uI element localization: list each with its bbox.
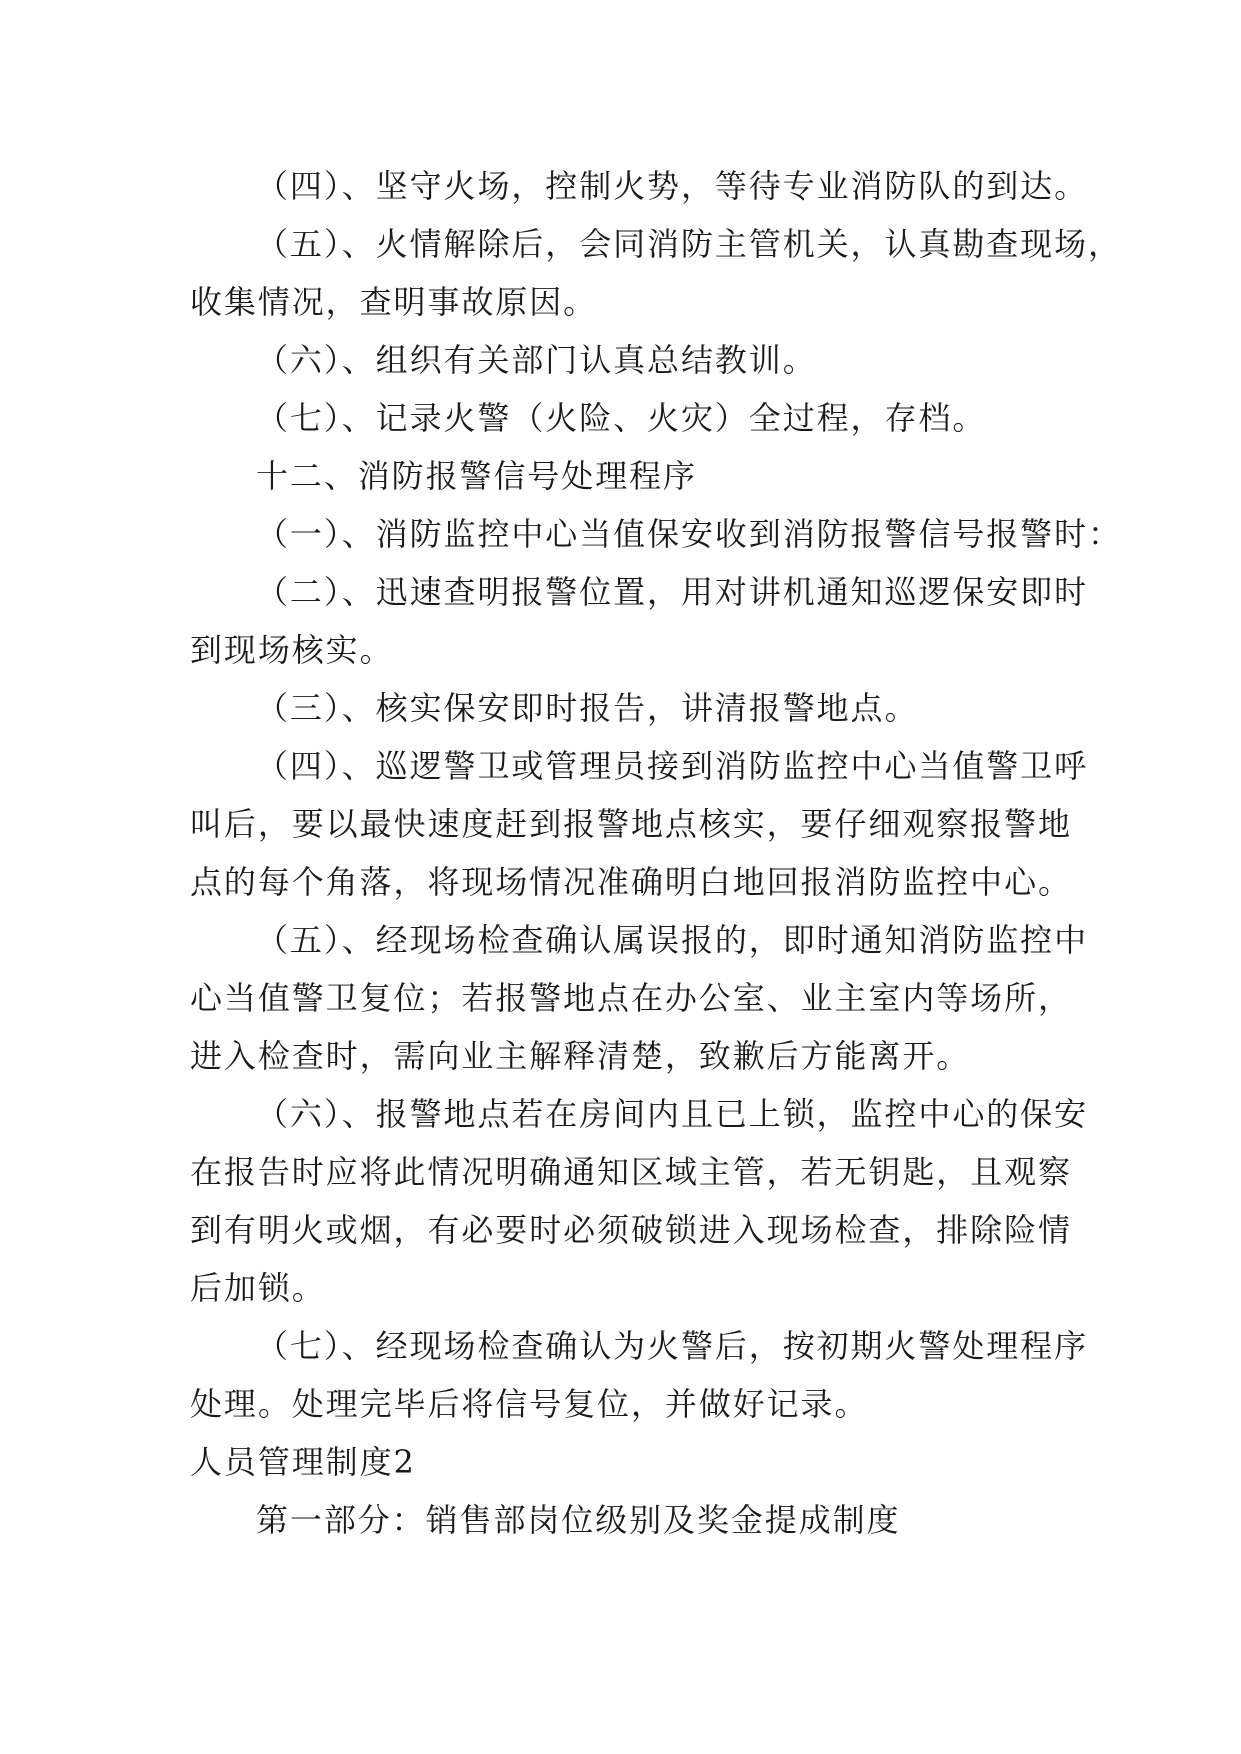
document-title: 人员管理制度2 — [190, 1443, 416, 1481]
text-line: （七）、经现场检查确认为火警后，按初期火警处理程序 — [256, 1327, 1089, 1365]
text-line: 收集情况，查明事故原因。 — [190, 283, 598, 321]
text-line: （六）、组织有关部门认真总结教训。 — [256, 341, 817, 379]
text-line: 到有明火或烟，有必要时必须破锁进入现场检查，排除险情 — [190, 1211, 1072, 1249]
text-line: 后加锁。 — [190, 1269, 326, 1307]
text-line: （五）、火情解除后，会同消防主管机关，认真勘查现场， — [256, 225, 1122, 263]
text-line: 叫后，要以最快速度赶到报警地点核实，要仔细观察报警地 — [190, 805, 1072, 843]
text-line: 心当值警卫复位；若报警地点在办公室、业主室内等场所， — [190, 979, 1072, 1017]
section-heading: 第一部分：销售部岗位级别及奖金提成制度 — [256, 1501, 901, 1539]
section-heading: 十二、消防报警信号处理程序 — [256, 457, 697, 495]
text-line: 处理。处理完毕后将信号复位，并做好记录。 — [190, 1385, 869, 1423]
text-line: （四）、坚守火场，控制火势，等待专业消防队的到达。 — [256, 167, 1089, 205]
text-line: （七）、记录火警（火险、火灾）全过程，存档。 — [256, 399, 987, 437]
text-line: 点的每个角落，将现场情况准确明白地回报消防监控中心。 — [190, 863, 1072, 901]
text-line: （五）、经现场检查确认属误报的，即时通知消防监控中 — [256, 921, 1089, 959]
text-line: （四）、巡逻警卫或管理员接到消防监控中心当值警卫呼 — [256, 747, 1089, 785]
text-line: 进入检查时，需向业主解释清楚，致歉后方能离开。 — [190, 1037, 971, 1075]
text-line: （六）、报警地点若在房间内且已上锁，监控中心的保安 — [256, 1095, 1089, 1133]
text-line: （一）、消防监控中心当值保安收到消防报警信号报警时： — [256, 515, 1122, 553]
text-line: （三）、核实保安即时报告，讲清报警地点。 — [256, 689, 919, 727]
text-line: （二）、迅速查明报警位置，用对讲机通知巡逻保安即时 — [256, 573, 1089, 611]
text-line: 到现场核实。 — [190, 631, 394, 669]
text-line: 在报告时应将此情况明确通知区域主管，若无钥匙，且观察 — [190, 1153, 1072, 1191]
